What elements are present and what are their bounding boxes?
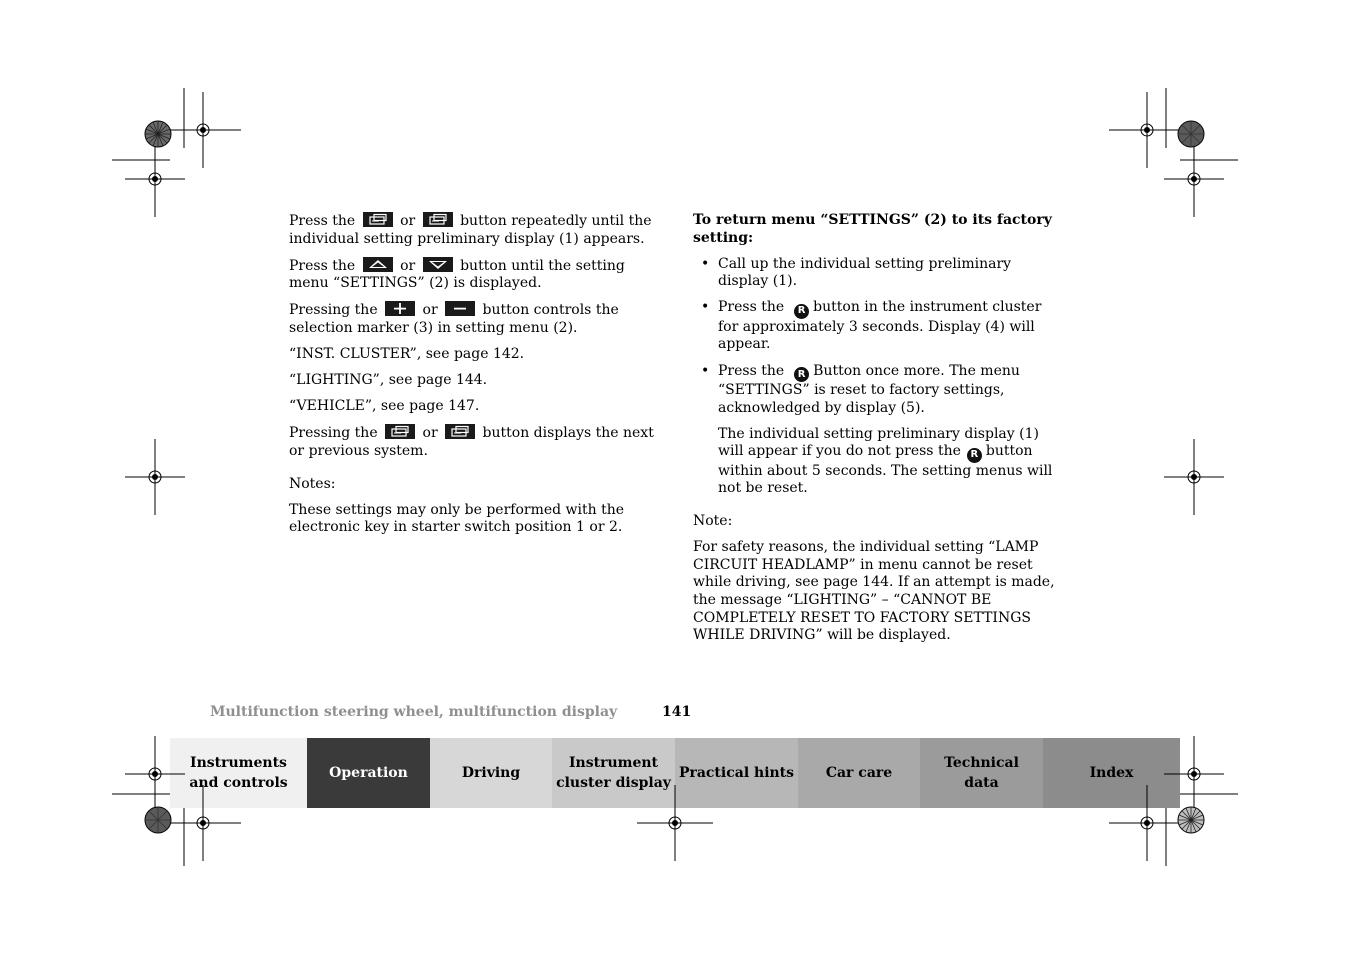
- page-icon: [385, 424, 415, 439]
- list-item: • Press the R Button once more. The menu “SETTINGS” is reset to factory settings, acknowledged by display (5).: [693, 363, 1055, 418]
- instruction-next-system: Pressing the or button displays the next or previous system.: [289, 425, 654, 459]
- reset-button-icon: R: [794, 367, 809, 382]
- notes-text: These settings may only be performed with the electronic key in starter switch position 1 or 2.: [289, 501, 625, 536]
- page-icon: [445, 424, 475, 439]
- arrow-down-icon: [423, 257, 453, 272]
- reset-button-icon: R: [967, 448, 982, 463]
- page-icon: [423, 212, 453, 227]
- registration-target-icon: [165, 92, 241, 168]
- tab-technical-data[interactable]: Technical data: [920, 738, 1043, 808]
- list-item: • Press the R button in the instrument cluster for approximately 3 seconds. Display (4) will appear.: [693, 299, 1055, 354]
- reference-inst-cluster: “INST. CLUSTER”, see page 142.: [289, 346, 525, 363]
- registration-target-icon: [125, 141, 185, 217]
- minus-icon: [445, 301, 475, 316]
- starburst-mark-icon: [145, 121, 171, 147]
- tab-index[interactable]: Index: [1043, 738, 1180, 808]
- starburst-mark-icon: [1178, 807, 1204, 833]
- tab-practical-hints[interactable]: Practical hints: [675, 738, 798, 808]
- starburst-mark-icon: [145, 807, 171, 833]
- arrow-up-icon: [363, 257, 393, 272]
- reset-steps-list: [693, 256, 1055, 418]
- note-label: Note:: [693, 513, 733, 530]
- section-title: Multifunction steering wheel, multifunction display: [210, 704, 618, 720]
- registration-target-icon: [1109, 92, 1185, 168]
- list-item: • Call up the individual setting preliminary display (1).: [693, 256, 1055, 291]
- reference-vehicle: “VEHICLE”, see page 147.: [289, 398, 480, 415]
- timeout-paragraph: The individual setting preliminary display (1) will appear if you do not press the R button within about 5 seconds. The setting menus will not be reset.: [718, 425, 1053, 497]
- tab-instruments-and-controls[interactable]: Instruments and controls: [170, 738, 307, 808]
- tab-driving[interactable]: Driving: [430, 738, 552, 808]
- registration-target-icon: [125, 439, 185, 515]
- left-column: [289, 212, 661, 545]
- instruction-scroll-system: Press the or button repeatedly until the individual setting preliminary display (1) appears.: [289, 213, 652, 247]
- page-number: 141: [662, 704, 692, 720]
- notes-label: Notes:: [289, 475, 336, 492]
- instruction-settings-menu: Press the or button until the setting menu “SETTINGS” (2) is displayed.: [289, 257, 625, 292]
- tab-operation[interactable]: Operation: [307, 738, 430, 808]
- reset-button-icon: R: [794, 304, 809, 319]
- section-heading: To return menu “SETTINGS” (2) to its factory setting:: [693, 212, 1052, 246]
- registration-target-icon: [1164, 141, 1224, 217]
- note-text: For safety reasons, the individual setting “LAMP CIRCUIT HEADLAMP” in menu cannot be reset while driving, see page 144. If an attempt is made, the message “LIGHTING” – “CANNOT BE COMPLETELY RESET TO FACTORY SETTINGS WHILE DRIVING” will be displayed.: [693, 539, 1055, 644]
- instruction-selection-marker: Pressing the or button controls the selection marker (3) in setting menu (2).: [289, 302, 619, 336]
- tab-car-care[interactable]: Car care: [798, 738, 920, 808]
- chapter-tab-bar: [170, 738, 1180, 808]
- reference-lighting: “LIGHTING”, see page 144.: [289, 372, 488, 389]
- starburst-mark-icon: [1178, 121, 1204, 147]
- plus-icon: [385, 301, 415, 316]
- registration-target-icon: [1164, 439, 1224, 515]
- page-icon: [363, 212, 393, 227]
- right-column: [693, 212, 1055, 653]
- tab-instrument-cluster-display[interactable]: Instrument cluster display: [552, 738, 675, 808]
